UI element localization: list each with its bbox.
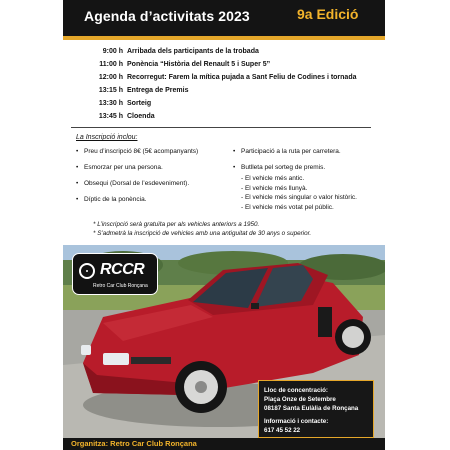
schedule-time: 11:00 h <box>99 61 123 68</box>
inscription-title: La Inscripció inclou: <box>76 134 138 141</box>
rccr-logo <box>72 253 158 295</box>
schedule-row <box>71 97 381 110</box>
prize-item: - El vehicle més votat pel públic. <box>241 203 334 211</box>
inscription-left-list <box>76 148 231 212</box>
inscription-item: • Butlleta pel sorteg de premis. <box>233 164 383 172</box>
schedule-time: 9:00 h <box>102 48 123 55</box>
info-line: Plaça Onze de Setembre <box>264 396 336 403</box>
footer <box>63 438 385 450</box>
inscription-right-list <box>233 148 383 212</box>
poster <box>63 0 385 450</box>
note-line: * S’admetrà la inscripció de vehicles amb una antiguitat de 30 anys o superior. <box>93 230 312 237</box>
section-divider <box>71 127 371 128</box>
organizer-label: Organitza: Retro Car Club Ronçana <box>71 439 197 448</box>
schedule-desc: Sorteig <box>127 100 152 107</box>
info-line: 08187 Santa Eulàlia de Ronçana <box>264 405 359 412</box>
schedule-row <box>71 84 381 97</box>
inscription-item: • Esmorzar per una persona. <box>76 164 231 172</box>
info-line: Informació i contacte: <box>264 418 329 425</box>
schedule-row <box>71 71 381 84</box>
schedule-desc: Ponència “Història del Renault 5 i Super 5” <box>127 61 271 68</box>
schedule-row <box>71 58 381 71</box>
inscription-item: • Obsequi (Dorsal de l’esdeveniment). <box>76 180 231 188</box>
steering-wheel-icon <box>79 263 95 279</box>
schedule <box>71 45 381 123</box>
accent-bar <box>63 36 385 40</box>
logo-name: RCCR <box>100 261 145 278</box>
inscription-item: • Participació a la ruta per carretera. <box>233 148 383 156</box>
schedule-desc: Entrega de Premis <box>127 87 189 94</box>
prize-item: - El vehicle més llunyà. <box>241 184 308 192</box>
schedule-desc: Cloenda <box>127 113 155 120</box>
info-line: Lloc de concentració: <box>264 387 328 394</box>
phone-number: 617 45 52 22 <box>264 427 301 434</box>
note-line: * L’inscripció serà gratuïta per als vehicles anteriors a 1950. <box>93 221 260 228</box>
schedule-desc: Arribada dels participants de la trobada <box>127 48 259 55</box>
inscription-notes <box>93 220 311 238</box>
info-box <box>258 380 374 438</box>
prize-item: - El vehicle més antic. <box>241 175 305 182</box>
schedule-time: 13:45 h <box>98 113 123 120</box>
schedule-row <box>71 45 381 58</box>
poster-title: Agenda d’activitats 2023 <box>84 8 250 24</box>
schedule-time: 12:00 h <box>98 74 123 81</box>
inscription-item: • Díptic de la ponència. <box>76 196 231 204</box>
schedule-row <box>71 110 381 123</box>
car-photo <box>63 245 385 438</box>
edition-label: 9a Edició <box>297 6 359 22</box>
schedule-desc: Recorregut: Farem la mítica pujada a Sant Feliu de Codines i tornada <box>127 74 357 81</box>
schedule-time: 13:30 h <box>98 100 123 107</box>
inscription-item: • Preu d’inscripció 8€ (5€ acompanyants) <box>76 148 231 156</box>
logo-subtitle: Retro Car Club Ronçana <box>93 283 148 289</box>
prize-item: - El vehicle més singular o valor històric. <box>241 194 357 201</box>
header <box>63 0 385 36</box>
schedule-time: 13:15 h <box>98 87 123 94</box>
